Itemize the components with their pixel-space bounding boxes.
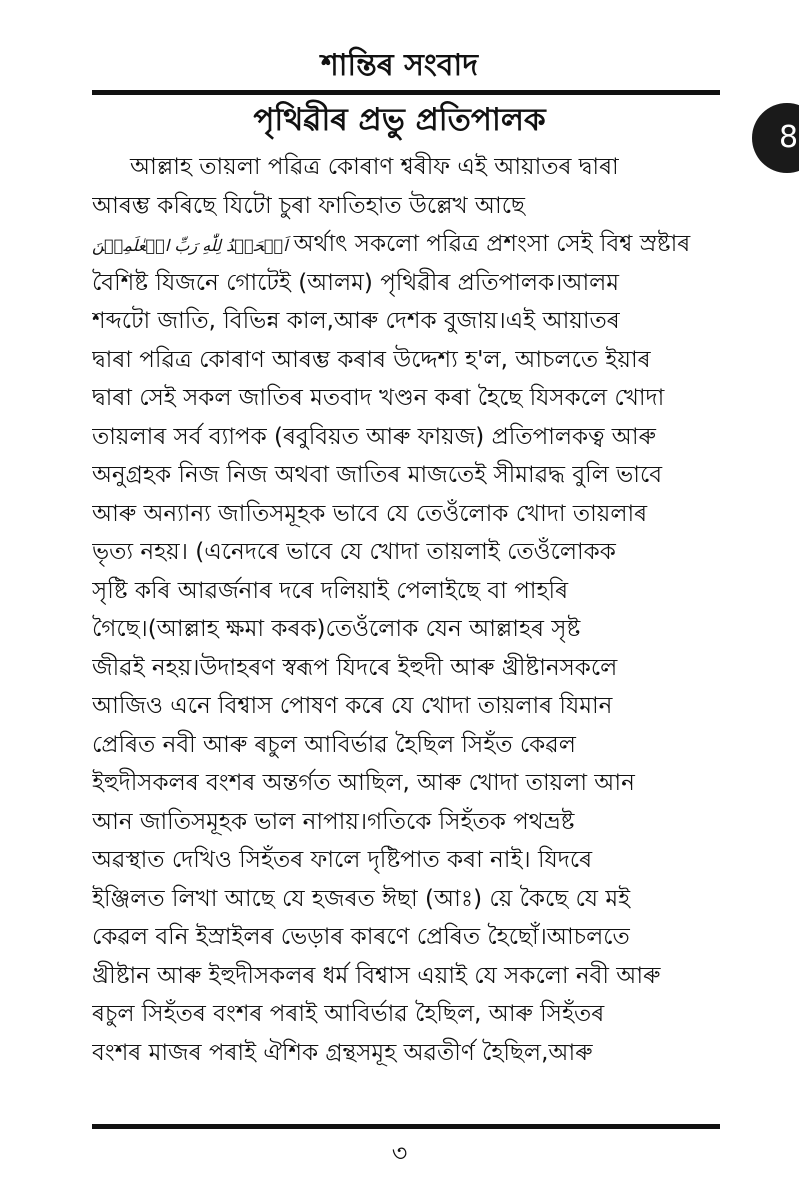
text-line: দ্বাৰা সেই সকল জাতিৰ মতবাদ খণ্ডন কৰা হৈছে যিসকলে খোদা <box>92 385 665 411</box>
text-line: ইহুদীসকলৰ বংশৰ অন্তৰ্গত আছিল, আৰু খোদা তায়লা আন <box>92 770 635 796</box>
text-line: ইঞ্জিলত লিখা আছে যে হজৰত ঈছা (আঃ) য়ে কৈছে যে মই <box>92 885 631 912</box>
text-line: আল্লাহ তায়লা পৱিত্ৰ কোৰাণ শ্বৰীফ এই আয়াতৰ দ্বাৰা <box>130 154 619 180</box>
text-line: আন জাতিসমূহক ভাল নাপায়।গতিকে সিহঁতক পথভ্ৰষ্ট <box>92 808 575 835</box>
text-line: আৰম্ভ কৰিছে যিটো চুৰা ফাতিহাত উল্লেখ আছে <box>92 192 525 219</box>
text-line: দ্বাৰা পৱিত্ৰ কোৰাণ আৰম্ভ কৰাৰ উদ্দেশ্য হ'ল, আচলতে ইয়াৰ <box>92 346 651 373</box>
text-line: সৃষ্টি কৰি আৱৰ্জনাৰ দৰে দলিয়াই পেলাইছে বা পাহৰি <box>92 577 569 604</box>
text-line: ভৃত্য নহয়। (এনেদৰে ভাবে যে খোদা তায়লাই তেওঁলোকক <box>92 539 616 565</box>
footer-divider <box>92 1124 720 1129</box>
text-line: কেৱল বনি ইস্ৰাইলৰ ভেড়াৰ কাৰণে প্ৰেৰিত হৈছোঁ।আচলতে <box>92 924 630 950</box>
running-header: শান্তিৰ সংবাদ <box>321 48 478 83</box>
text-line: অনুগ্ৰহক নিজ নিজ অথবা জাতিৰ মাজতেই সীমাৱদ্ধ বুলি ভাবে <box>92 462 663 488</box>
body-text <box>92 148 720 1072</box>
text-line: বংশৰ মাজৰ পৰাই ঐশিক গ্ৰন্থসমূহ অৱতীৰ্ণ হৈছিল,আৰু <box>92 1039 593 1066</box>
text-line: খ্ৰীষ্টান আৰু ইহুদীসকলৰ ধৰ্ম বিশ্বাস এয়াই যে সকলো নবী আৰু <box>92 962 661 989</box>
header-divider <box>92 90 720 95</box>
text-line-with-arabic <box>92 225 720 264</box>
text-line: শব্দটো জাতি, বিভিন্ন কাল,আৰু দেশক বুজায়।এই আয়াতৰ <box>92 308 620 334</box>
text-line: প্ৰেৰিত নবী আৰু ৰচুল আবিৰ্ভাৱ হৈছিল সিহঁত কেৱল <box>92 731 576 758</box>
text-line-content: অৰ্থাৎ সকলো পৱিত্ৰ প্ৰশংসা সেই বিশ্ব স্ৰষ্টাৰ <box>293 231 691 257</box>
text-line: আজিও এনে বিশ্বাস পোষণ কৰে যে খোদা তায়লাৰ যিমান <box>92 693 613 719</box>
chapter-tab-label: 8 <box>779 120 799 155</box>
text-line: গৈছে।(আল্লাহ ক্ষমা কৰক)তেওঁলোক যেন আল্লাহৰ সৃষ্ট <box>92 616 581 642</box>
text-line: অৱস্থাত দেখিও সিহঁতৰ ফালে দৃষ্টিপাত কৰা নাই। যিদৰে <box>92 847 593 873</box>
page-number: ৩ <box>391 1139 408 1167</box>
text-line: আৰু অন্যান্য জাতিসমূহক ভাবে যে তেওঁলোক খোদা তায়লাৰ <box>92 500 648 527</box>
chapter-title: পৃথিৱীৰ প্ৰভু প্ৰতিপালক <box>253 102 546 138</box>
text-line: ৰচুল সিহঁতৰ বংশৰ পৰাই আবিৰ্ভাৱ হৈছিল, আৰু সিহঁতৰ <box>92 1001 605 1027</box>
text-line: বৈশিষ্ট যিজনে গোটেই (আলম) পৃথিৱীৰ প্ৰতিপালক।আলম <box>92 269 620 296</box>
arabic-phrase: اَلۡحَمۡدُ لِلّٰهِ رَبِّ الۡعٰلَمِيۡنَ <box>92 236 288 255</box>
text-line: তায়লাৰ সৰ্ব ব্যাপক (ৰবুবিয়ত আৰু ফায়জ) প্ৰতিপালকত্ব আৰু <box>92 423 656 450</box>
text-line: জীৱই নহয়।উদাহৰণ স্বৰূপ যিদৰে ইহুদী আৰু খ্ৰীষ্টানসকলে <box>92 654 618 681</box>
